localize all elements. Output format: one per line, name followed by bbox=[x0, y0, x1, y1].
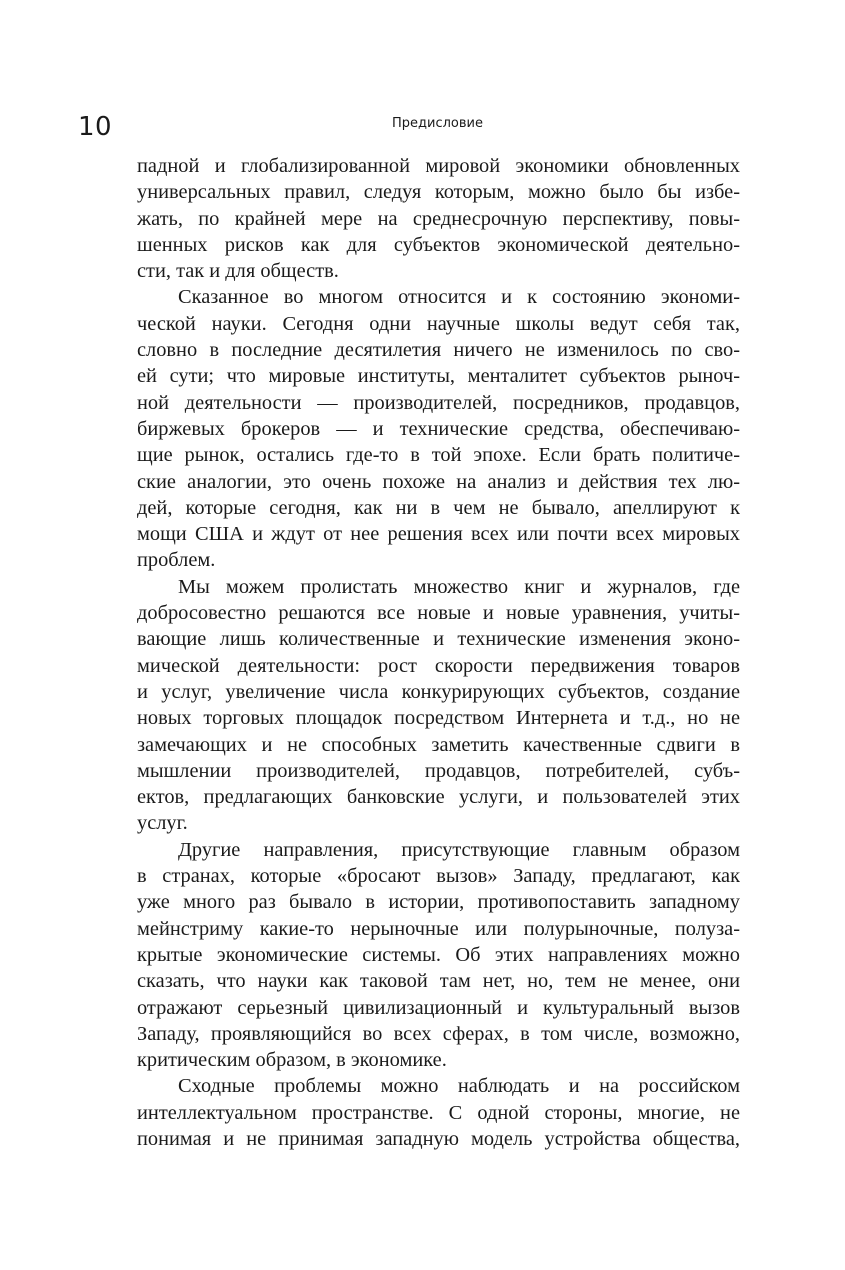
text-line: ной деятельности — производителей, посредников, продавцов, bbox=[137, 391, 740, 414]
text-line: Западу, проявляющийся во всех сферах, в том числе, возможно, bbox=[137, 1022, 740, 1045]
text-line: словно в последние десятилетия ничего не изменилось по сво- bbox=[137, 339, 740, 362]
text-line: мощи США и ждут от нее решения всех или почти всех мировых bbox=[137, 523, 740, 546]
text-line: вающие лишь количественные и технические изменения эконо- bbox=[137, 628, 740, 651]
text-line: добросовестно решаются все новые и новые уравнения, учиты- bbox=[137, 602, 740, 625]
text-line: проблем. bbox=[137, 549, 216, 572]
text-line: ские аналогии, это очень похоже на анализ и действия тех лю- bbox=[137, 470, 740, 493]
text-line: сказать, что науки как таковой там нет, но, тем не менее, они bbox=[137, 970, 740, 993]
text-line: ектов, предлагающих банковские услуги, и пользователей этих bbox=[137, 786, 740, 809]
text-line: Мы можем пролистать множество книг и журналов, где bbox=[178, 575, 740, 598]
text-line: щие рынок, остались где-то в той эпохе. Если брать политиче- bbox=[137, 444, 740, 467]
text-line: мической деятельности: рост скорости передвижения товаров bbox=[137, 654, 740, 677]
text-line: мейнстриму какие-то нерыночные или полурыночные, полуза- bbox=[137, 917, 740, 940]
body-text bbox=[137, 153, 740, 1152]
text-line: ей сути; что мировые институты, менталитет субъектов рыноч- bbox=[137, 365, 740, 388]
text-line: жать, по крайней мере на среднесрочную перспективу, повы- bbox=[137, 207, 740, 230]
running-title: Предисловие bbox=[392, 116, 483, 131]
text-line: ческой науки. Сегодня одни научные школы ведут себя так, bbox=[137, 312, 740, 335]
text-line: понимая и не принимая западную модель устройства общества, bbox=[137, 1127, 740, 1150]
text-line: биржевых брокеров — и технические средства, обеспечиваю- bbox=[137, 417, 740, 440]
text-line: в странах, которые «бросают вызов» Западу, предлагают, как bbox=[137, 865, 740, 888]
text-line: Другие направления, присутствующие главным образом bbox=[178, 838, 740, 861]
text-line: критическим образом, в экономике. bbox=[137, 1049, 447, 1072]
text-line: дей, которые сегодня, как ни в чем не бывало, апеллируют к bbox=[137, 496, 740, 519]
text-line: уже много раз бывало в истории, противопоставить западному bbox=[137, 891, 740, 914]
text-line: отражают серьезный цивилизационный и культуральный вызов bbox=[137, 996, 740, 1019]
text-line: сти, так и для обществ. bbox=[137, 260, 339, 283]
text-line: и услуг, увеличение числа конкурирующих субъектов, создание bbox=[137, 680, 740, 703]
text-line: шенных рисков как для субъектов экономической деятельно- bbox=[137, 233, 740, 256]
text-line: замечающих и не способных заметить качественные сдвиги в bbox=[137, 733, 740, 756]
text-line: интеллектуальном пространстве. С одной стороны, многие, не bbox=[137, 1101, 740, 1124]
text-line: новых торговых площадок посредством Интернета и т.д., но не bbox=[137, 707, 740, 730]
text-line: Сказанное во многом относится и к состоянию экономи- bbox=[178, 286, 740, 309]
text-line: мышлении производителей, продавцов, потребителей, субъ- bbox=[137, 759, 740, 782]
text-line: услуг. bbox=[137, 812, 188, 835]
text-line: падной и глобализированной мировой экономики обновленных bbox=[137, 155, 740, 177]
text-line: Сходные проблемы можно наблюдать и на российском bbox=[178, 1075, 740, 1098]
page-number: 10 bbox=[78, 112, 113, 142]
text-line: крытые экономические системы. Об этих направлениях можно bbox=[137, 943, 740, 966]
text-line: универсальных правил, следуя которым, можно было бы избе- bbox=[137, 181, 740, 204]
